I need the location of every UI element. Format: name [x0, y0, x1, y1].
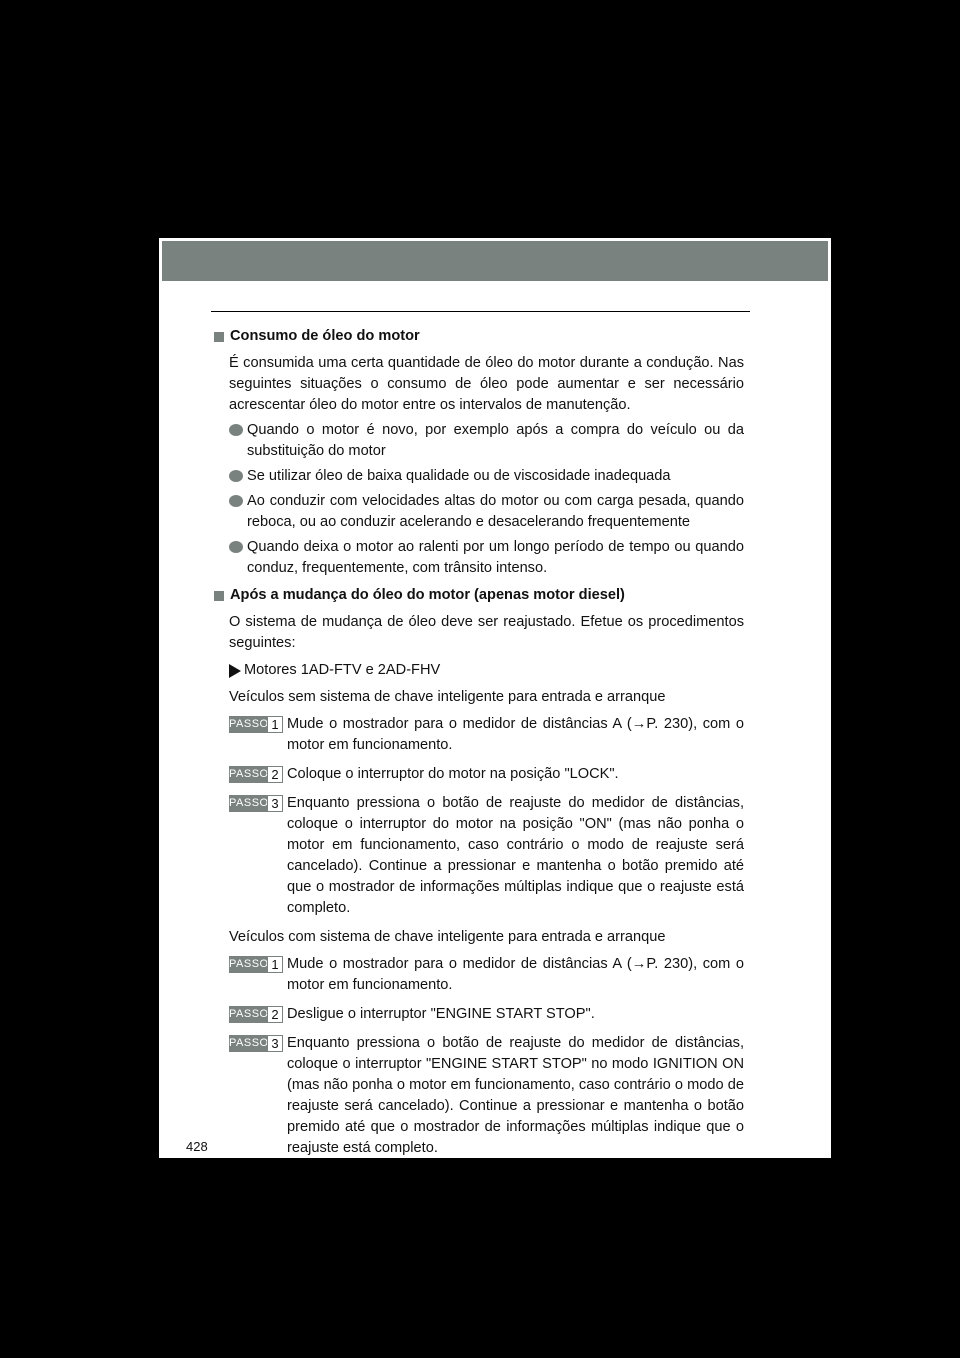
circle-bullet-icon: [229, 424, 243, 436]
step-badge: PASSO 1: [229, 716, 283, 733]
bullet-list: [229, 420, 744, 579]
section-title: Consumo de óleo do motor: [214, 326, 744, 347]
circle-bullet-icon: [229, 541, 243, 553]
square-bullet-icon: [214, 332, 224, 342]
step-badge: PASSO 1: [229, 956, 283, 973]
section-title: Após a mudança do óleo do motor (apenas motor diesel): [214, 585, 744, 606]
step-badge: PASSO 3: [229, 795, 283, 812]
header-bar: [162, 241, 828, 281]
circle-bullet-icon: [229, 495, 243, 507]
list-item: Se utilizar óleo de baixa qualidade ou de viscosidade inadequada: [229, 466, 744, 487]
paragraph: É consumida uma certa quantidade de óleo do motor durante a condução. Nas seguintes situações o consumo de óleo pode aumentar e ser necessário acrescentar óleo do motor entre os intervalos de manutenção.: [229, 355, 744, 413]
circle-bullet-icon: [229, 470, 243, 482]
header-rule: [211, 311, 750, 312]
group-title: Veículos sem sistema de chave inteligente para entrada e arranque: [229, 689, 666, 705]
step-badge: PASSO 2: [229, 766, 283, 783]
list-item: Ao conduzir com velocidades altas do motor ou com carga pesada, quando reboca, ou ao conduzir acelerando e desacelerando frequentemente: [229, 491, 744, 533]
step-badge: PASSO 2: [229, 1006, 283, 1023]
step: PASSO 1 Mude o mostrador para o medidor de distâncias A (→P. 230), com o motor em funcionamento.: [229, 956, 744, 993]
square-bullet-icon: [214, 591, 224, 601]
paragraph: O sistema de mudança de óleo deve ser reajustado. Efetue os procedimentos seguintes:: [229, 614, 744, 651]
content: [214, 326, 744, 1167]
step: PASSO 1 Mude o mostrador para o medidor de distâncias A (→P. 230), com o motor em funcionamento.: [229, 716, 744, 753]
step: PASSO 2 Coloque o interruptor do motor na posição "LOCK".: [229, 766, 619, 782]
group-title: Veículos com sistema de chave inteligente para entrada e arranque: [229, 929, 666, 945]
list-item: Quando o motor é novo, por exemplo após a compra do veículo ou da substituição do motor: [229, 420, 744, 462]
list-item: Quando deixa o motor ao ralenti por um longo período de tempo ou quando conduz, frequentemente, com trânsito intenso.: [229, 537, 744, 579]
triangle-pointer-icon: [229, 664, 241, 678]
step: PASSO 3 Enquanto pressiona o botão de reajuste do medidor de distâncias, coloque o interruptor "ENGINE START STOP" no modo IGNITION ON (mas não ponha o motor em funcionamento, caso contrário o modo de reajuste será cancelado). Continue a pressionar e mantenha o botão premido até que o mostrador de informações múltiplas indique que o reajuste está completo.: [229, 1035, 744, 1156]
step-badge: PASSO 3: [229, 1035, 283, 1052]
step: PASSO 3 Enquanto pressiona o botão de reajuste do medidor de distâncias, coloque o interruptor do motor na posição "ON" (mas não ponha o motor em funcionamento, caso contrário o modo de reajuste será cancelado). Continue a pressionar e mantenha o botão premido até que o mostrador de informações múltiplas indique que o reajuste está completo.: [229, 795, 744, 916]
manual-page: [159, 238, 831, 1158]
step: PASSO 2 Desligue o interruptor "ENGINE START STOP".: [229, 1006, 595, 1022]
page-number: 428: [186, 1139, 208, 1154]
engine-subheading: Motores 1AD-FTV e 2AD-FHV: [229, 660, 744, 681]
